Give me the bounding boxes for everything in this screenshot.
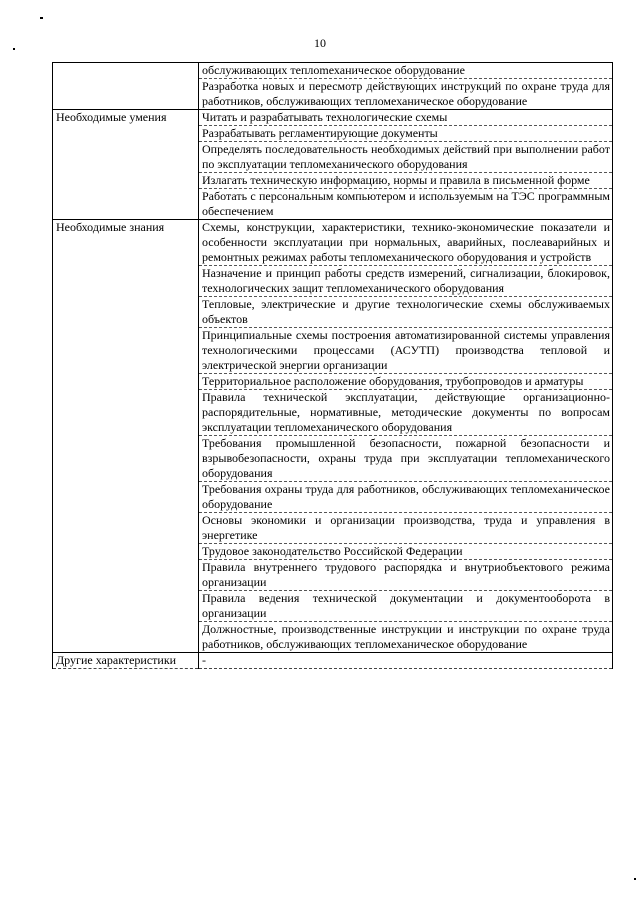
table-row [53,110,613,126]
knowledge-item: Должностные, производственные инструкции и инструкции по охране труда работников, обслуживающих тепломеханическое оборудование [199,622,613,653]
table-row [53,374,613,390]
table-row [53,591,613,622]
table-row [53,560,613,591]
knowledge-item: Тепловые, электрические и другие технологические схемы обслуживаемых объектов [199,297,613,328]
table-row [53,622,613,653]
table-row [53,297,613,328]
knowledge-item: Правила технической эксплуатации, действующие организационно-распорядительные, нормативные, методические документы по вопросам эксплуатации тепломеханического оборудования [199,390,613,436]
table-row [53,79,613,110]
table-row [53,390,613,436]
knowledge-item: Требования охраны труда для работников, обслуживающих тепломеханическое оборудование [199,482,613,513]
qualification-table [52,62,613,669]
page-number: 10 [314,36,326,50]
knowledge-item: Требования промышленной безопасности, пожарной безопасности и взрывобезопасности, охраны труда при эксплуатации тепломеханического оборудования [199,436,613,482]
continuation-cell: Разработка новых и пересмотр действующих инструкций по охране труда для работников, обслуживающих тепломеханическое оборудование [199,79,613,110]
scan-speck [634,878,636,880]
table-row [53,220,613,266]
other-heading: Другие характеристики [53,653,199,669]
table-row [53,482,613,513]
table-row [53,126,613,142]
table-row [53,63,613,79]
skill-item: Работать с персональным компьютером и используемым на ТЭС программным обеспечением [199,189,613,220]
scan-speck [40,17,43,19]
knowledge-item: Основы экономики и организации производства, труда и управления в энергетике [199,513,613,544]
table-row [53,436,613,482]
knowledge-item: Схемы, конструкции, характеристики, технико-экономические показатели и особенности эксплуатации при нормальных, аварийных, послеаварийных и ремонтных режимах работы тепломеханического оборудования и устройств [199,220,613,266]
skill-item: Читать и разрабатывать технологические схемы [199,110,613,126]
skill-item: Разрабатывать регламентирующие документы [199,126,613,142]
other-value: - [199,653,613,669]
knowledge-heading: Необходимые знания [53,220,199,266]
table-row [53,328,613,374]
knowledge-item: Правила внутреннего трудового распорядка и внутриобъектового режима организации [199,560,613,591]
row-heading-empty [53,63,199,79]
knowledge-item: Трудовое законодательство Российской Федерации [199,544,613,560]
knowledge-item: Правила ведения технической документации и документооборота в организации [199,591,613,622]
table-row [53,513,613,544]
knowledge-item: Принципиальные схемы построения автоматизированной системы управления технологическими процессами (АСУТП) производства тепловой и электрической энергии организации [199,328,613,374]
table-row [53,189,613,220]
skills-heading: Необходимые умения [53,110,199,126]
table-row [53,653,613,669]
table-row [53,173,613,189]
knowledge-item: Территориальное расположение оборудования, трубопроводов и арматуры [199,374,613,390]
skill-item: Излагать техническую информацию, нормы и правила в письменной форме [199,173,613,189]
skill-item: Определять последовательность необходимых действий при выполнении работ по эксплуатации тепломеханического оборудования [199,142,613,173]
continuation-cell: обслуживающих теплomеханическое оборудование [199,63,613,79]
table-row [53,142,613,173]
table-row [53,544,613,560]
knowledge-item: Назначение и принцип работы средств измерений, сигнализации, блокировок, технологических защит тепломеханического оборудования [199,266,613,297]
table-row [53,266,613,297]
